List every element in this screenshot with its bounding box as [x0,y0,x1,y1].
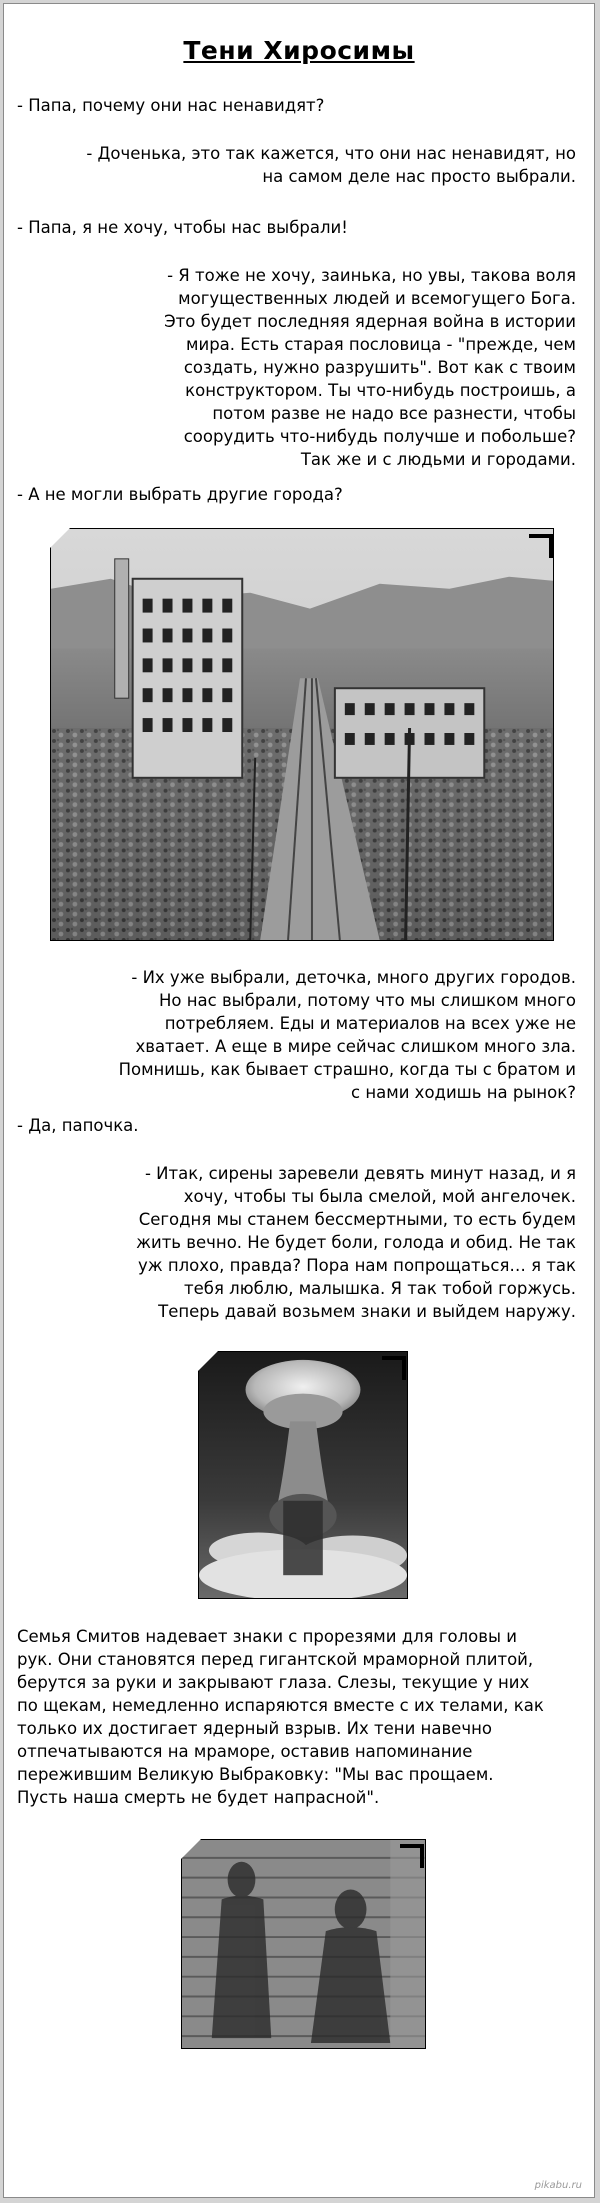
dialogue-line-6: - Их уже выбрали, деточка, много других городов. Но нас выбрали, потому что мы слишком много потребляем. Еды и материалов на всех уже не хватает. А еще в мире сейчас слишком много зла. Помнишь, как бывает страшно, когда ты с братом и с нами ходишь на рынок? [118,968,576,1102]
watermark: pikabu.ru [534,2180,582,2191]
narration-text: Семья Смитов надевает знаки с прорезями для головы и рук. Они становятся перед гигантской мраморной плитой, берутся за руки и закрывают глаза. Слезы, текущие у них по щекам, немедленно испаряются вместе с их телами, как только их достигает ядерный взрыв. Их тени навечно отпечатываются на мраморе, оставив напоминание пережившим Великую Выбраковку: "Мы вас прощаем. Пусть наша смерть не будет напрасной". [17,1627,544,1807]
dialogue-line-2: - Доченька, это так кажется, что они нас ненавидят, но на самом деле нас просто выбрали. [86,144,576,186]
mushroom-cloud-photo [198,1351,408,1599]
dialogue-line-1: - Папа, почему они нас ненавидят? [17,96,325,115]
dialogue-line-5: - А не могли выбрать другие города? [17,485,343,504]
dialogue-line-3: - Папа, я не хочу, чтобы нас выбрали! [17,218,348,237]
ruined-city-photo [50,528,554,941]
photo-corner-icon [529,534,553,558]
dialogue-line-7: - Да, папочка. [17,1116,139,1135]
dialogue-line-8: - Итак, сирены заревели девять минут назад, и я хочу, чтобы ты была смелой, мой ангелочек. Сегодня мы станем бессмертными, то есть будем жить вечно. Не будет боли, голода и обид. Не так уж плохо, правда? Пора нам попрощаться… я так тебя люблю, малышка. Я так тобой горжусь. Теперь давай возьмем знаки и выйдем наружу. [136,1164,576,1321]
photo-corner-icon [400,1844,424,1868]
article-page [3,3,595,2198]
photo-corner-icon [382,1356,406,1380]
shadow-imprint-photo [181,1839,426,2049]
page-title: Тени Хиросимы [183,36,415,65]
dialogue-line-4: - Я тоже не хочу, заинька, но увы, такова воля могущественных людей и всемогущего Бога. Это будет последняя ядерная война в истории мира. Есть старая пословица - "прежде, чем создать, нужно разрушить". Вот как с твоим конструктором. Ты что-нибудь построишь, а потом разве не надо все разнести, чтобы соорудить что-нибудь получше и побольше? Так же и с людьми и городами. [164,266,576,469]
